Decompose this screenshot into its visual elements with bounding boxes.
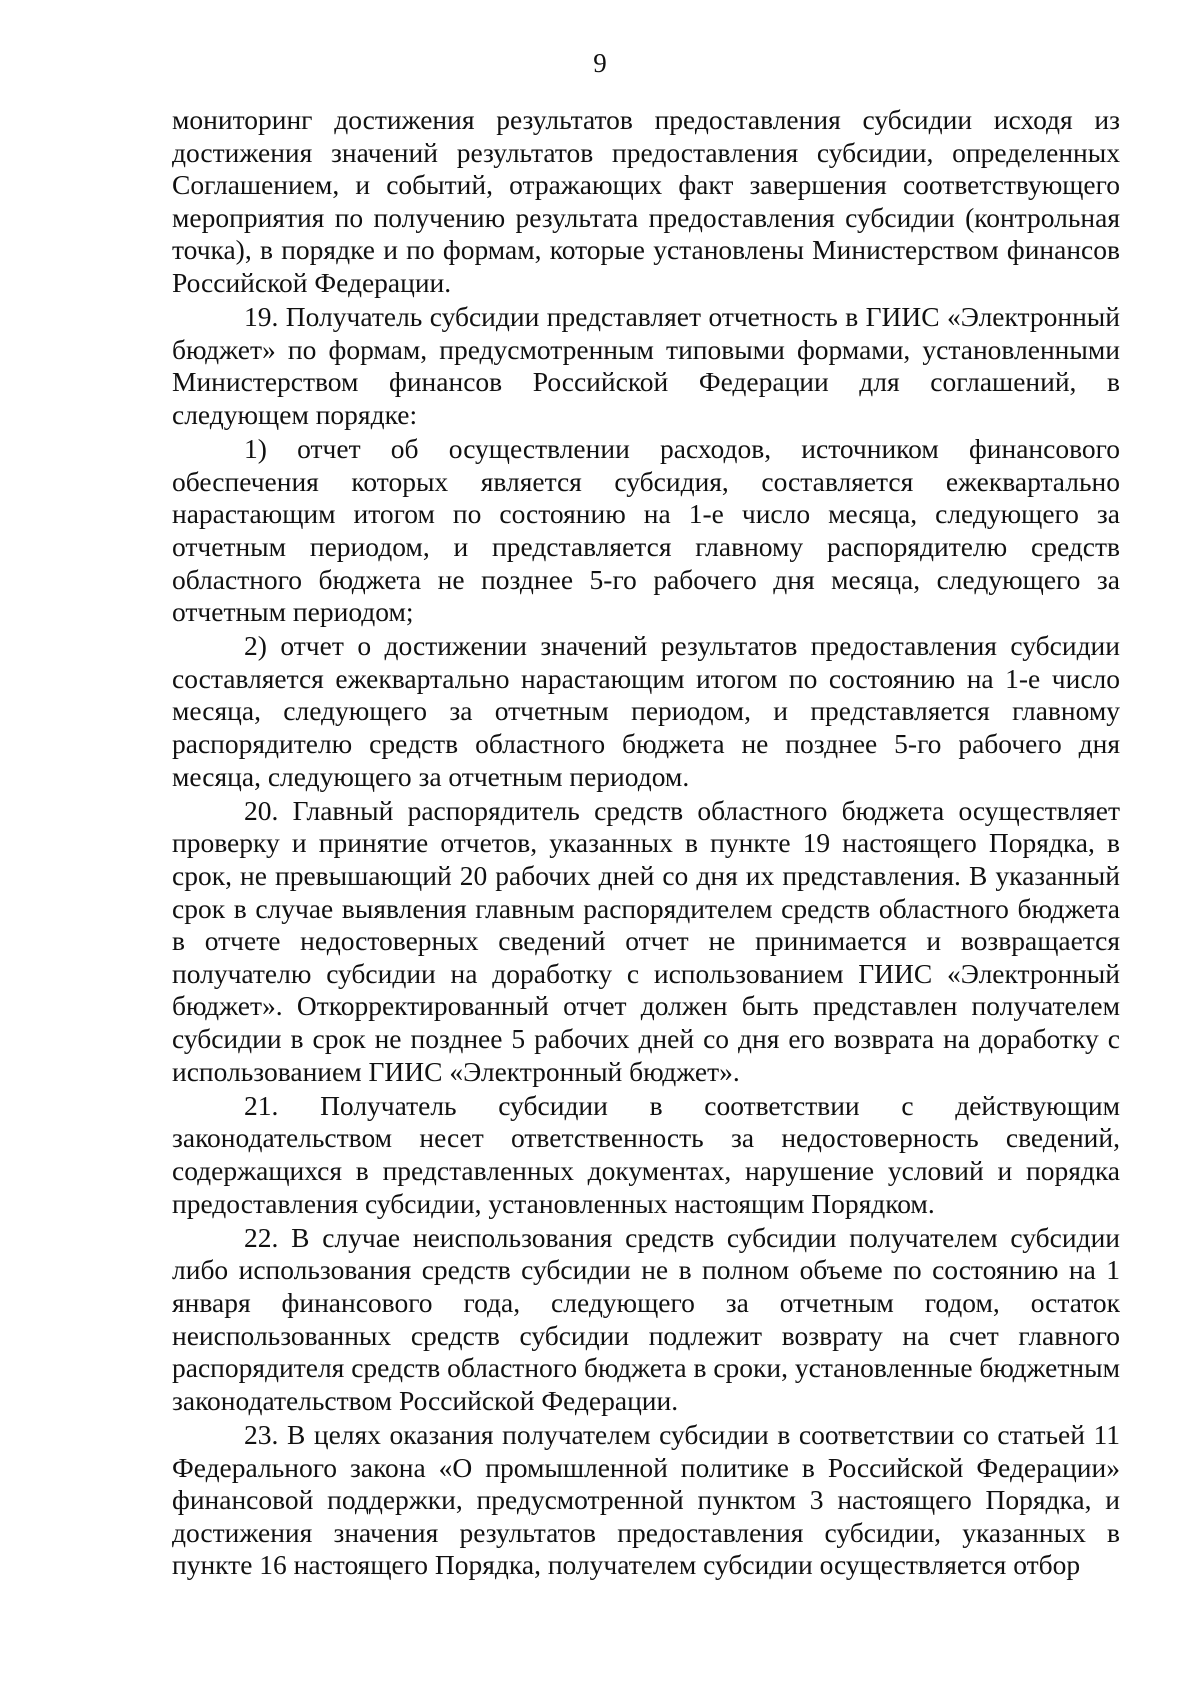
paragraph-item-20: 20. Главный распорядитель средств областного бюджета осуществляет проверку и принятие отчетов, указанных в пункте 19 настоящего Порядка, в срок, не превышающий 20 рабочих дней со дня их представления. В указанный срок в случае выявления главным распорядителем средств областного бюджета в отчете недостоверных сведений отчет не принимается и возвращается получателю субсидии на доработку с использованием ГИИС «Электронный бюджет». Откорректированный отчет должен быть представлен получателем субсидии в срок не позднее 5 рабочих дней со дня его возврата на доработку с использованием ГИИС «Электронный бюджет». xyxy=(172,794,1120,1087)
paragraph-item-22: 22. В случае неиспользования средств субсидии получателем субсидии либо использования средств субсидии не в полном объеме по состоянию на 1 января финансового года, следующего за отчетным годом, остаток неиспользованных средств субсидии подлежит возврату на счет главного распорядителя средств областного бюджета в сроки, установленные бюджетным законодательством Российской Федерации. xyxy=(172,1221,1120,1416)
paragraph-item-19: 19. Получатель субсидии представляет отчетность в ГИИС «Электронный бюджет» по формам, предусмотренным типовыми формами, установленными Министерством финансов Российской Федерации для соглашений, в следующем порядке: xyxy=(172,301,1120,430)
paragraph-continuation: мониторинг достижения результатов предоставления субсидии исходя из достижения значений результатов предоставления субсидии, определенных Соглашением, и событий, отражающих факт завершения соответствующего мероприятия по получению результата предоставления субсидии (контрольная точка), в порядке и по формам, которые установлены Министерством финансов Российской Федерации. xyxy=(172,104,1120,298)
paragraph-item-23: 23. В целях оказания получателем субсидии в соответствии со статьей 11 Федерального закона «О промышленной политике в Российской Федерации» финансовой поддержки, предусмотренной пунктом 3 настоящего Порядка, и достижения значения результатов предоставления субсидии, указанных в пункте 16 настоящего Порядка, получателем субсидии осуществляется отбор xyxy=(172,1418,1120,1581)
document-body xyxy=(172,104,1120,1583)
page-number: 9 xyxy=(593,48,607,78)
paragraph-subitem-2: 2) отчет о достижении значений результатов предоставления субсидии составляется ежеквартально нарастающим итогом по состоянию на 1-е число месяца, следующего за отчетным периодом, и представляется главному распорядителю средств областного бюджета не позднее 5-го рабочего дня месяца, следующего за отчетным периодом. xyxy=(172,630,1120,792)
paragraph-item-21: 21. Получатель субсидии в соответствии с действующим законодательством несет ответственность за недостоверность сведений, содержащихся в представленных документах, нарушение условий и порядка предоставления субсидии, установленных настоящим Порядком. xyxy=(172,1089,1120,1219)
paragraph-subitem-1: 1) отчет об осуществлении расходов, источником финансового обеспечения которых является субсидия, составляется ежеквартально нарастающим итогом по состоянию на 1-е число месяца, следующего за отчетным периодом, и представляется главному распорядителю средств областного бюджета не позднее 5-го рабочего дня месяца, следующего за отчетным периодом; xyxy=(172,433,1120,628)
